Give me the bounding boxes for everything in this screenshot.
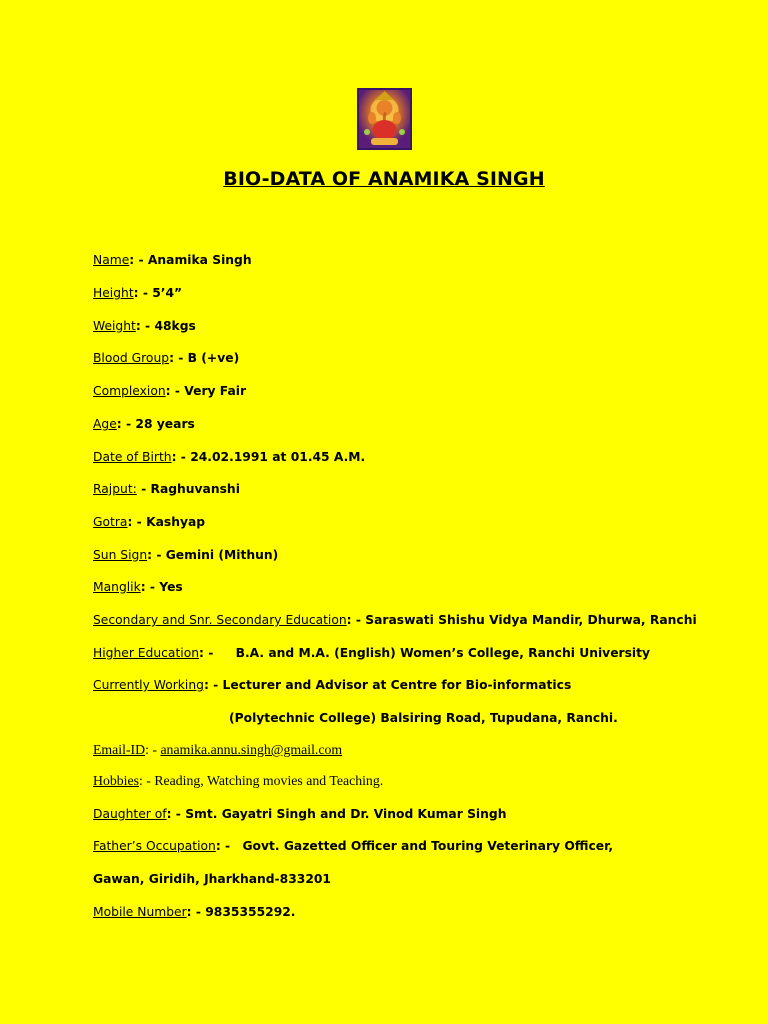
field-separator: : - [215, 839, 235, 853]
field-label: Weight [93, 319, 136, 333]
field-fathers-occupation-continuation: Gawan, Giridih, Jharkhand-833201 [93, 872, 331, 886]
field-value: B.A. and M.A. (English) Women’s College, Ranchi University [235, 646, 651, 660]
field-date-of-birth [93, 447, 365, 467]
page-title: BIO-DATA OF ANAMIKA SINGH [223, 168, 545, 190]
field-separator: - [136, 482, 151, 496]
field-separator: : - [139, 773, 155, 788]
field-value: Yes [159, 580, 183, 594]
field-value: Kashyap [146, 515, 206, 529]
field-value: Govt. Gazetted Officer and Touring Veterinary Officer, [242, 839, 614, 853]
field-label: Name [93, 253, 130, 267]
field-value: Gemini (Mithun) [165, 548, 279, 562]
field-value: 9835355292. [205, 905, 296, 919]
field-label: Higher Education [93, 646, 200, 660]
field-value: 48kgs [154, 319, 196, 333]
field-separator: : - [203, 678, 223, 692]
field-separator: : - [165, 384, 185, 398]
field-separator: : - [171, 450, 191, 464]
field-daughter-of [93, 804, 506, 824]
field-label: Sun Sign [93, 548, 148, 562]
field-separator: : - [129, 253, 148, 267]
field-name [93, 250, 252, 270]
field-value: Raghuvanshi [150, 482, 240, 496]
field-currently-working-continuation: (Polytechnic College) Balsiring Road, Tupudana, Ranchi. [229, 711, 618, 725]
field-label: Age [93, 417, 117, 431]
field-label: Rajput: [93, 482, 137, 496]
field-age [93, 414, 195, 434]
field-value: 28 years [135, 417, 195, 431]
field-higher-education [93, 643, 650, 663]
field-label: Email-ID [93, 742, 146, 757]
field-label: Secondary and Snr. Secondary Education [93, 613, 347, 627]
field-manglik [93, 577, 183, 597]
field-currently-working [93, 675, 571, 695]
field-gotra [93, 512, 205, 532]
field-value: 24.02.1991 at 01.45 A.M. [190, 450, 366, 464]
field-label: Date of Birth [93, 450, 172, 464]
field-label: Gotra [93, 515, 128, 529]
field-separator: : - [346, 613, 366, 627]
field-height [93, 283, 182, 303]
field-separator: : - [135, 319, 155, 333]
field-value: Smt. Gayatri Singh and Dr. Vinod Kumar Singh [185, 807, 507, 821]
field-label: Hobbies [93, 773, 139, 788]
field-sun-sign [93, 545, 278, 565]
field-email [93, 740, 342, 760]
field-separator: : - [145, 742, 161, 757]
field-separator: : - [199, 646, 218, 660]
field-label: Height [93, 286, 134, 300]
field-label: Mobile Number [93, 905, 187, 919]
field-separator: : - [140, 580, 160, 594]
field-label: Currently Working [93, 678, 204, 692]
field-mobile-number [93, 902, 295, 922]
field-label: Manglik [93, 580, 141, 594]
field-value: 5’4” [152, 286, 183, 300]
field-label: Complexion [93, 384, 166, 398]
field-hobbies [93, 771, 383, 791]
field-complexion [93, 381, 246, 401]
field-separator: : - [166, 807, 186, 821]
field-secondary-education [93, 610, 697, 630]
field-separator: : - [169, 351, 188, 365]
field-rajput [93, 479, 240, 499]
field-separator: : - [133, 286, 153, 300]
field-value: B (+ve) [187, 351, 240, 365]
field-value: Reading, Watching movies and Teaching. [154, 773, 384, 788]
field-label: Blood Group [93, 351, 170, 365]
field-blood-group [93, 348, 239, 368]
field-value: Lecturer and Advisor at Centre for Bio-informatics [222, 678, 572, 692]
field-separator: : - [186, 905, 206, 919]
field-label: Father’s Occupation [93, 839, 216, 853]
field-value: Saraswati Shishu Vidya Mandir, Dhurwa, Ranchi [365, 613, 697, 627]
field-label: Daughter of [93, 807, 167, 821]
field-fathers-occupation [93, 836, 613, 856]
field-separator: : - [127, 515, 147, 529]
field-value: Anamika Singh [147, 253, 252, 267]
field-separator: : - [147, 548, 166, 562]
email-link[interactable]: anamika.annu.singh@gmail.com [160, 742, 343, 757]
field-separator: : - [116, 417, 136, 431]
field-weight [93, 316, 196, 336]
field-value: Very Fair [184, 384, 247, 398]
ganesha-image [357, 88, 412, 150]
